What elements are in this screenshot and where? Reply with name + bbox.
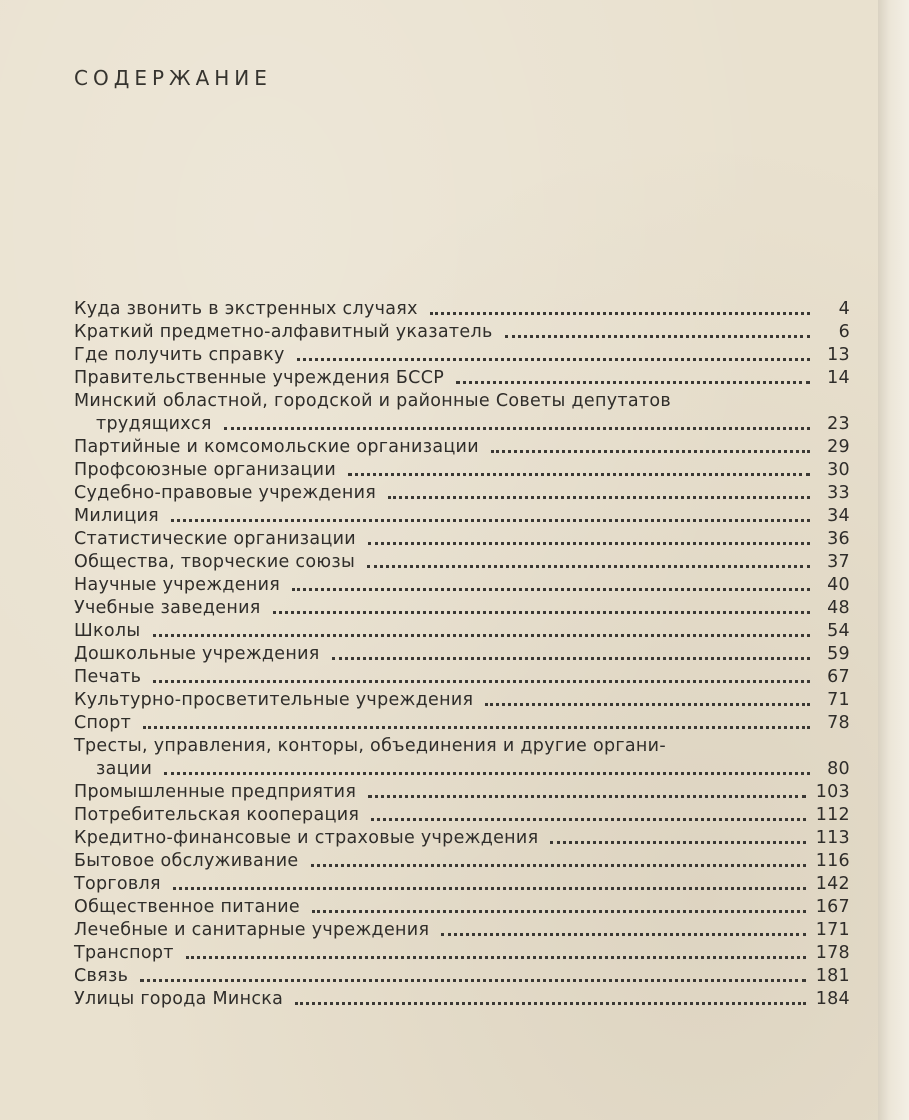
toc-entry-title: Судебно-правовые учреждения [74,483,377,503]
dot-leader [441,933,805,936]
toc-entry-title: Улицы города Минска [74,989,284,1009]
toc-entry [74,965,850,988]
toc-entry [74,436,850,459]
toc-entry [74,643,850,666]
toc-entry [74,689,850,712]
toc-entry-title: Общественное питание [74,897,300,917]
dot-leader [224,427,810,430]
toc-entry [74,988,850,1011]
toc-entry-title: Потребительская кооперация [74,805,360,825]
dot-leader [295,1002,806,1005]
dot-leader [153,634,811,637]
toc-page-number: 14 [827,368,850,388]
toc-entry [74,298,850,321]
toc-entry-title: Транспорт [74,943,174,963]
dot-leader [153,680,810,683]
toc-entry-title: Статистические организации [74,529,356,549]
dot-leader [491,450,810,453]
toc-page-number: 36 [827,529,850,549]
dot-leader [273,611,810,614]
dot-leader [368,795,806,798]
toc-entry [74,827,850,850]
toc-entry-title: Минский областной, городской и районные Советы депутатов [74,391,671,411]
toc-entry [74,712,850,735]
toc-entry-title: Профсоюзные организации [74,460,337,480]
toc-entry-title: Печать [74,667,142,687]
toc-page-number: 181 [815,966,850,986]
dot-leader [430,312,810,315]
dot-leader [367,565,810,568]
toc-entry-title: Бытовое обслуживание [74,851,299,871]
toc-page-number: 37 [827,552,850,572]
toc-entry-title: Краткий предметно-алфавитный указатель [74,322,493,342]
dot-leader [164,772,810,775]
toc-page-number: 167 [815,897,850,917]
toc-page-number: 29 [827,437,850,457]
toc-page-number: 116 [815,851,850,871]
toc-page-number: 13 [827,345,850,365]
toc-entry [74,528,850,551]
dot-leader [550,841,805,844]
toc-page-number: 30 [827,460,850,480]
toc-entry-title: Торговля [74,874,161,894]
toc-page-number: 54 [827,621,850,641]
toc-page-number: 33 [827,483,850,503]
dot-leader [171,519,810,522]
toc-entry-title-continuation: трудящихся [96,414,212,434]
toc-entry [74,482,850,505]
toc-entry [74,666,850,689]
toc-entry-title: Правительственные учреждения БССР [74,368,445,388]
toc-entry [74,321,850,344]
dot-leader [297,358,810,361]
toc-entry [74,896,850,919]
toc-entry-title: Учебные заведения [74,598,261,618]
toc-page-number: 34 [827,506,850,526]
dot-leader [312,910,806,913]
dot-leader [173,887,806,890]
toc-entry-title: Культурно-просветительные учреждения [74,690,474,710]
toc-entry-continuation [74,758,850,781]
toc-page-number: 178 [815,943,850,963]
toc-entry-title: Общества, творческие союзы [74,552,356,572]
toc-page-number: 48 [827,598,850,618]
toc-entry-title: Куда звонить в экстренных случаях [74,299,418,319]
toc-page-number: 40 [827,575,850,595]
toc-entry-title: Тресты, управления, конторы, объединения и другие органи- [74,736,666,756]
toc-entry [74,459,850,482]
toc-page-number: 142 [815,874,850,894]
toc-page-number: 80 [827,759,850,779]
toc-entry [74,781,850,804]
toc-page-number: 171 [815,920,850,940]
dot-leader [371,818,805,821]
toc-page-number: 67 [827,667,850,687]
toc-page-number: 113 [815,828,850,848]
dot-leader [485,703,810,706]
toc-entry [74,735,850,758]
dot-leader [505,335,810,338]
dot-leader [186,956,806,959]
toc-page-number: 23 [827,414,850,434]
toc-entry [74,919,850,942]
toc-entry-title: Спорт [74,713,132,733]
toc-page-number: 59 [827,644,850,664]
toc-entry-title: Милиция [74,506,159,526]
dot-leader [140,979,806,982]
page-title: СОДЕРЖАНИЕ [74,66,272,90]
dot-leader [368,542,810,545]
toc-entry [74,873,850,896]
toc-entry-title: Лечебные и санитарные учреждения [74,920,430,940]
toc-entry-title: Промышленные предприятия [74,782,357,802]
toc-entry-title: Дошкольные учреждения [74,644,320,664]
toc-entry [74,344,850,367]
dot-leader [388,496,810,499]
dot-leader [311,864,806,867]
toc-entry [74,597,850,620]
toc-entry-title: Связь [74,966,129,986]
dot-leader [348,473,810,476]
toc-entry [74,367,850,390]
toc-entry [74,551,850,574]
toc-entry-title: Кредитно-финансовые и страховые учреждения [74,828,539,848]
dot-leader [332,657,810,660]
toc-entry [74,620,850,643]
toc-entry-title-continuation: зации [96,759,153,779]
toc-entry-continuation [74,413,850,436]
table-of-contents [74,298,850,1011]
toc-page-number: 4 [838,299,850,319]
toc-entry-title: Партийные и комсомольские организации [74,437,479,457]
toc-entry [74,942,850,965]
toc-entry [74,804,850,827]
toc-page-number: 112 [815,805,850,825]
dot-leader [456,381,810,384]
dot-leader [292,588,810,591]
toc-entry-title: Где получить справку [74,345,285,365]
toc-page-number: 6 [838,322,850,342]
toc-entry [74,574,850,597]
toc-entry [74,390,850,413]
toc-page-number: 103 [815,782,850,802]
toc-entry-title: Научные учреждения [74,575,281,595]
toc-entry [74,505,850,528]
toc-page-number: 78 [827,713,850,733]
toc-page-number: 71 [827,690,850,710]
toc-entry-title: Школы [74,621,141,641]
page-edge [878,0,909,1120]
dot-leader [143,726,810,729]
toc-page-number: 184 [815,989,850,1009]
toc-entry [74,850,850,873]
